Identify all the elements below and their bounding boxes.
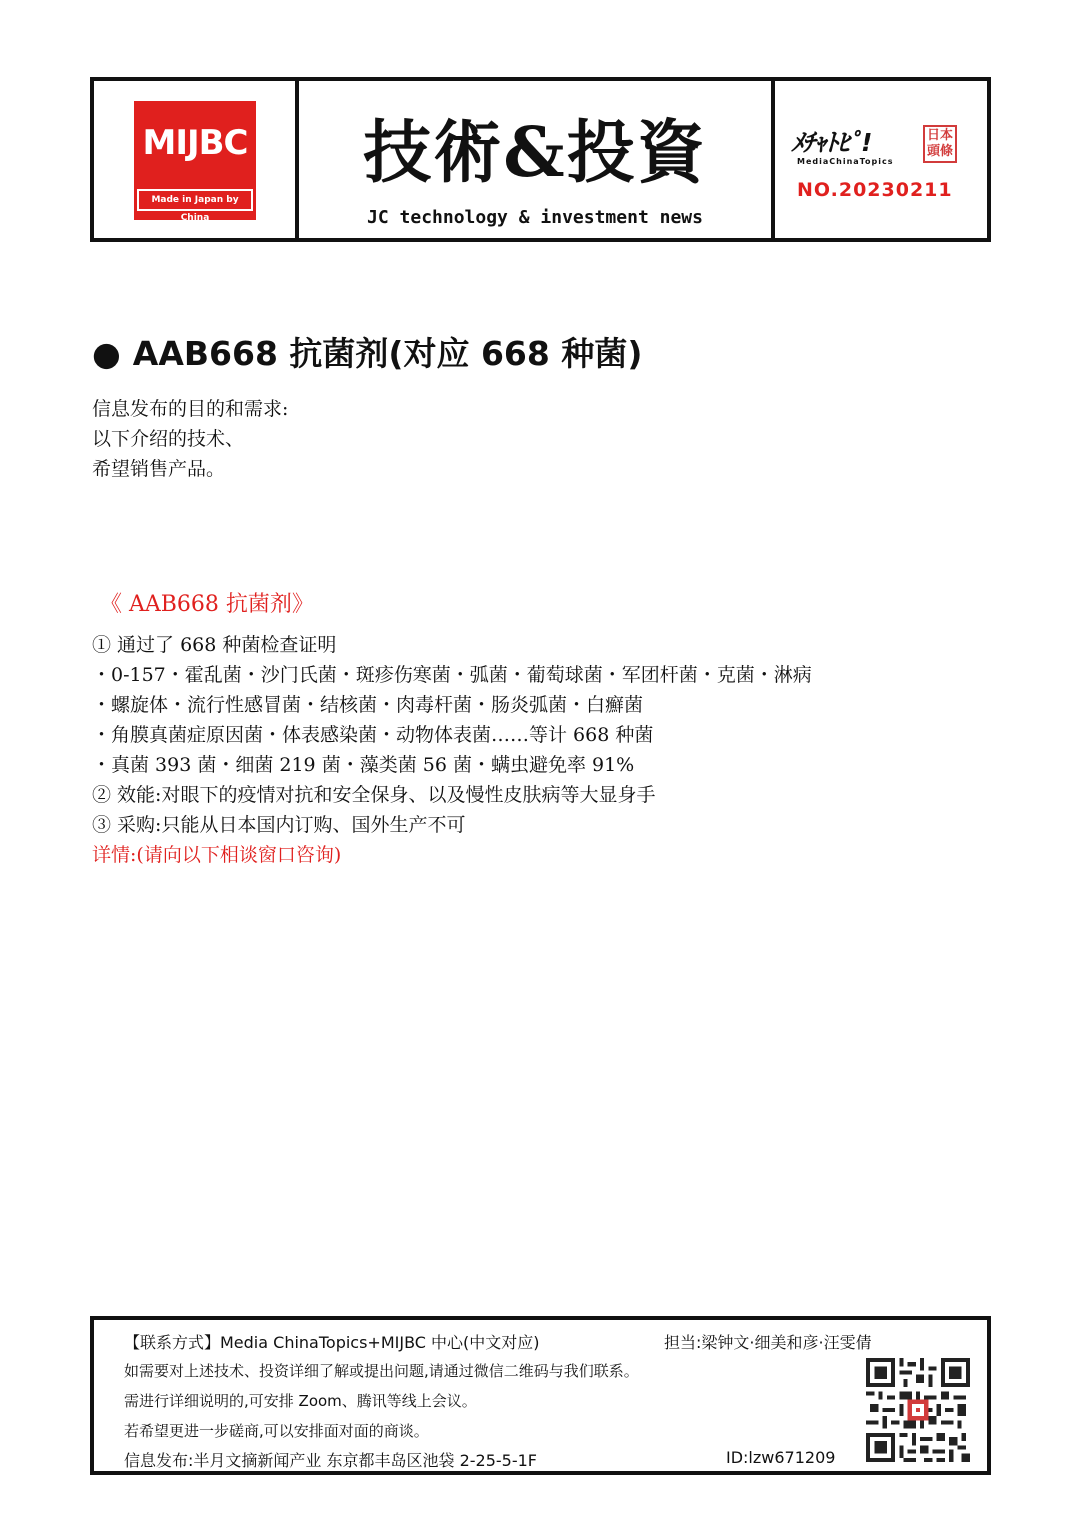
masthead-title-cell (299, 81, 775, 238)
brand-kana: ﾒﾁｬﾄﾋﾟ! (791, 128, 872, 157)
wechat-qr-code-icon[interactable] (866, 1358, 970, 1462)
intro-line: 以下介绍的技术、 (92, 428, 245, 450)
body-line: ・螺旋体・流行性感冒菌・结核菌・肉毒杆菌・肠炎弧菌・白癬菌 (92, 694, 644, 716)
issue-number: NO.20230211 (797, 179, 953, 201)
publisher-address: 信息发布:半月文摘新闻产业 东京都丰岛区池袋 2-25-5-1F (124, 1451, 537, 1470)
newsletter-subtitle: JC technology & investment news (367, 207, 703, 228)
headline-text: AAB668 抗菌剂(对应 668 种菌) (132, 334, 643, 373)
contact-heading: 【联系方式】Media ChinaTopics+MIJBC 中心(中文对应) (124, 1333, 540, 1352)
contact-person: 担当:梁钟文·细美和彦·汪雯倩 (664, 1333, 872, 1352)
media-china-topics-logo (791, 127, 926, 167)
wechat-id[interactable]: ID:lzw671209 (726, 1448, 836, 1467)
contact-footer (90, 1316, 991, 1475)
footer-line: 需进行详细说明的,可安排 Zoom、腾讯等线上会议。 (124, 1392, 477, 1410)
section-title: 《 AAB668 抗菌剂》 (100, 592, 314, 617)
intro-line: 信息发布的目的和需求: (92, 398, 289, 420)
footer-line: 若希望更进一步磋商,可以安排面对面的商谈。 (124, 1422, 429, 1440)
masthead-logo-cell (94, 81, 299, 238)
details-note: 详情:(请向以下相谈窗口咨询) (92, 844, 342, 866)
body-line: ② 效能:对眼下的疫情对抗和安全保身、以及慢性皮肤病等大显身手 (92, 784, 656, 806)
body-line: ・角膜真菌症原因菌・体表感染菌・动物体表菌……等计 668 种菌 (92, 724, 654, 746)
body-line: ・真菌 393 菌・细菌 219 菌・藻类菌 56 菌・螨虫避免率 91% (92, 754, 635, 776)
footer-line: 如需要对上述技术、投资详细了解或提出问题,请通过微信二维码与我们联系。 (124, 1362, 639, 1380)
logo-subtitle: Made in Japan by China (137, 189, 253, 211)
newsletter-title: 技術&投資 (363, 113, 707, 193)
bullet-icon: ● (92, 334, 121, 373)
brand-stamp: 日本頭條 (923, 125, 957, 163)
intro-line: 希望销售产品。 (92, 458, 226, 480)
product-details (92, 630, 812, 870)
mijbc-logo (134, 101, 256, 223)
article-headline (92, 328, 642, 375)
intro-block (92, 394, 288, 484)
body-line: ・0-157・霍乱菌・沙门氏菌・斑疹伤寒菌・弧菌・葡萄球菌・军团杆菌・克菌・淋病 (92, 664, 812, 686)
masthead-brand-cell (775, 81, 987, 238)
body-line: ① 通过了 668 种菌检查证明 (92, 634, 337, 656)
logo-text: MIJBC (142, 123, 248, 163)
masthead (90, 77, 991, 242)
brand-english: MediaChinaTopics (797, 157, 894, 166)
body-line: ③ 采购:只能从日本国内订购、国外生产不可 (92, 814, 466, 836)
